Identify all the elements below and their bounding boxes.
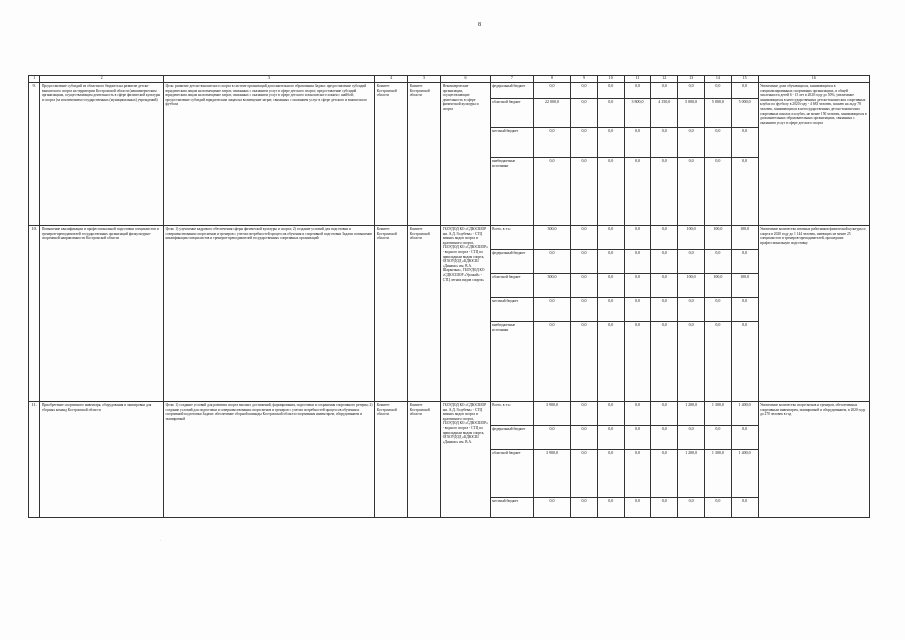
- funding-value: 0,0: [597, 83, 624, 99]
- table-row: [29, 226, 870, 250]
- funding-value: 0,0: [731, 298, 758, 322]
- funding-value: 100,0: [678, 226, 705, 250]
- column-header: 5: [408, 76, 441, 83]
- participants: Некоммерческие организации, осуществляющие деятельность в сфере физической культуры и спорта: [441, 83, 490, 226]
- funding-value: 1 200,0: [678, 450, 705, 498]
- funding-value: 0,0: [571, 298, 598, 322]
- funding-value: 0,0: [597, 250, 624, 274]
- table-row: [29, 402, 870, 426]
- funding-value: 5 000,0: [678, 99, 705, 128]
- funding-value: 0,0: [624, 450, 651, 498]
- funding-value: 5 000,0: [731, 99, 758, 128]
- funding-source: местный бюджет: [490, 298, 533, 322]
- column-header: 4: [375, 76, 408, 83]
- funding-value: 0,0: [731, 128, 758, 158]
- funding-value: 0,0: [624, 274, 651, 298]
- funding-value: 0,0: [651, 450, 678, 498]
- funding-value: 0,0: [704, 158, 731, 226]
- funding-value: 0,0: [624, 402, 651, 426]
- funding-value: 0,0: [678, 298, 705, 322]
- funding-value: 0,0: [651, 298, 678, 322]
- expected-result: Увеличение доли обучающихся, занимающихся в специализированных спортивных организациях, в общей численности детей 6 - 15 лет в 2020 году до 50%; увеличение занимающихся в негосударственных детско-юношеских спортивных клубах по футболу в 2020 году - 4 683 человек, хоккею на льду 78 человек, занимающихся в негосударственных детско-юношеских спортивных школах и клубах, не менее 150 человек, занимающихся в дополнительных образовательных организациях, связанных с оказанием услуг в сфере детского спорта: [758, 83, 869, 226]
- funding-value: 0,0: [571, 402, 598, 426]
- funding-value: 0,0: [571, 250, 598, 274]
- measure-name: Предоставление субсидий из областного бюджета на развитие детско-юношеского спорта на территории Костромской области (некоммерческим организациям, осуществляющим деятельность в сфере физической культуры и спорта (за исключением государственных (муниципальных) учреждений): [40, 83, 164, 226]
- funding-value: 0,0: [704, 250, 731, 274]
- funding-value: 0,0: [533, 128, 570, 158]
- funding-value: 0,0: [533, 83, 570, 99]
- funding-value: 0,0: [651, 274, 678, 298]
- funding-value: 0,0: [678, 250, 705, 274]
- funding-value: 1 200,0: [678, 402, 705, 426]
- expected-result: Увеличение количества штатных работников физической культуры и спорта в 2020 году до 1 144 человек, имеющих не менее 25 специалистов и тренеров-преподавателей, прошедших профессиональную подготовку: [758, 226, 869, 402]
- funding-source: федеральный бюджет: [490, 426, 533, 450]
- column-header: 11: [624, 76, 651, 83]
- funding-value: 0,0: [597, 450, 624, 498]
- row-number: 11.: [29, 402, 40, 518]
- row-number: 9.: [29, 83, 40, 226]
- funding-value: 0,0: [571, 158, 598, 226]
- funding-source: федеральный бюджет: [490, 250, 533, 274]
- funding-value: 100,0: [704, 226, 731, 250]
- funding-value: 0,0: [533, 250, 570, 274]
- funding-value: 1 300,0: [704, 450, 731, 498]
- funding-value: 0,0: [678, 128, 705, 158]
- column-header: 6: [441, 76, 490, 83]
- column-header: 2: [40, 76, 164, 83]
- column-header: 3: [164, 76, 375, 83]
- funding-value: 0,0: [571, 99, 598, 128]
- funding-value: 0,0: [597, 226, 624, 250]
- funding-value: 0,0: [704, 322, 731, 402]
- funding-source: внебюджетные источники: [490, 322, 533, 402]
- funding-value: 0,0: [678, 158, 705, 226]
- column-header: 15: [731, 76, 758, 83]
- program-table: [28, 75, 870, 518]
- funding-value: 22 000,0: [533, 99, 570, 128]
- funding-value: 0,0: [533, 426, 570, 450]
- funding-value: 100,0: [731, 226, 758, 250]
- funding-value: 0,0: [651, 226, 678, 250]
- funding-value: 0,0: [731, 498, 758, 518]
- funding-value: 0,0: [624, 226, 651, 250]
- scan-speck: ·: [160, 538, 162, 543]
- column-header: 7: [490, 76, 533, 83]
- funding-value: 0,0: [731, 250, 758, 274]
- funding-value: 0,0: [533, 322, 570, 402]
- funding-value: 3 900,0: [533, 450, 570, 498]
- funding-value: 0,0: [651, 128, 678, 158]
- funding-value: 0,0: [731, 83, 758, 99]
- funding-value: 0,0: [651, 498, 678, 518]
- funding-value: 0,0: [704, 83, 731, 99]
- funding-value: 0,0: [597, 402, 624, 426]
- funding-value: 0,0: [678, 83, 705, 99]
- page-number: 8: [478, 22, 481, 28]
- funding-value: 0,0: [597, 426, 624, 450]
- coordinator: Комитет Костромской области: [375, 226, 408, 402]
- funding-value: 0,0: [597, 274, 624, 298]
- funding-value: 0,0: [678, 498, 705, 518]
- funding-value: 3 900,0: [533, 402, 570, 426]
- responsible-executor: Комитет Костромской области: [408, 83, 441, 226]
- funding-value: 0,0: [624, 426, 651, 450]
- column-header: 1: [29, 76, 40, 83]
- funding-value: 0,0: [651, 83, 678, 99]
- funding-value: 0,0: [533, 498, 570, 518]
- funding-source: областной бюджет: [490, 274, 533, 298]
- funding-value: 0,0: [651, 158, 678, 226]
- funding-value: 0,0: [624, 322, 651, 402]
- funding-value: 0,0: [678, 322, 705, 402]
- funding-value: 0,0: [704, 298, 731, 322]
- funding-value: 0,0: [704, 498, 731, 518]
- responsible-executor: Комитет Костромской области: [408, 226, 441, 402]
- funding-value: 0,0: [651, 402, 678, 426]
- table-row: [29, 83, 870, 99]
- funding-value: 0,0: [597, 99, 624, 128]
- funding-source: федеральный бюджет: [490, 83, 533, 99]
- funding-value: 5 000,0: [704, 99, 731, 128]
- funding-value: 0,0: [651, 250, 678, 274]
- column-header: 10: [597, 76, 624, 83]
- participants: ГБОУДОД КО «СДЮСШОР им. А.Д. Голубева» - СТЦ зимних видов спорта и адаптивного спорта, ГБОУДОД КО «СДЮСШОР» - водного спорта - СТЦ по прикладным видам спорта, ОГБОУДОД «КДЮСШ «Динамо» им. В.А.: [441, 402, 490, 518]
- funding-value: 0,0: [624, 83, 651, 99]
- goals-tasks: Цель: развитие детско-юношеского спорта в системе организаций дополнительного образования Задача: предоставление субсидий юридическим лицам на возмещение затрат, связанных с оказанием услуг в сфере детского спорта; предоставление субсидий юридическим лицам на возмещение затрат, связанных с оказанием услуг в сфере детского и юношеского хоккея с шайбой; предоставление субсидий юридическим лицам на возмещение затрат, связанных с оказанием услуг в сфере детского и юношеского футбола: [164, 83, 375, 226]
- row-number: 10.: [29, 226, 40, 402]
- funding-value: 0,0: [597, 322, 624, 402]
- funding-value: 0,0: [571, 450, 598, 498]
- funding-value: 0,0: [571, 274, 598, 298]
- funding-value: 0,0: [571, 322, 598, 402]
- funding-value: 100,0: [704, 274, 731, 298]
- column-header: 8: [533, 76, 570, 83]
- funding-source: областной бюджет: [490, 450, 533, 498]
- column-header: 13: [678, 76, 705, 83]
- funding-source: областной бюджет: [490, 99, 533, 128]
- funding-value: 0,0: [678, 426, 705, 450]
- funding-value: 0,0: [597, 498, 624, 518]
- column-header: 16: [758, 76, 869, 83]
- funding-value: 300,0: [533, 226, 570, 250]
- funding-value: 0,0: [624, 298, 651, 322]
- funding-value: 0,0: [624, 498, 651, 518]
- funding-value: 0,0: [731, 158, 758, 226]
- funding-value: 0,0: [651, 322, 678, 402]
- funding-value: 4 150,0: [651, 99, 678, 128]
- funding-value: 0,0: [533, 298, 570, 322]
- funding-value: 100,0: [678, 274, 705, 298]
- coordinator: Комитет Костромской области: [375, 402, 408, 518]
- measure-name: Приобретение спортивного инвентаря, оборудования и экипировки для сборных команд Костромской области: [40, 402, 164, 518]
- funding-source: местный бюджет: [490, 128, 533, 158]
- funding-value: 1 400,0: [731, 450, 758, 498]
- header-row: [29, 76, 870, 83]
- funding-value: 0,0: [704, 426, 731, 450]
- funding-source: Всего, в т.ч.:: [490, 226, 533, 250]
- measure-name: Повышение квалификации и профессиональной подготовки специалистов и тренеров-преподавателей государственных организаций физкультурно-спортивной направленности Костромской области: [40, 226, 164, 402]
- funding-source: местный бюджет: [490, 498, 533, 518]
- funding-value: 0,0: [704, 128, 731, 158]
- funding-value: 0,0: [571, 128, 598, 158]
- column-header: 12: [651, 76, 678, 83]
- funding-value: 300,0: [533, 274, 570, 298]
- funding-value: 1 400,0: [731, 402, 758, 426]
- funding-value: 0,0: [651, 426, 678, 450]
- column-header: 14: [704, 76, 731, 83]
- funding-value: 1 300,0: [704, 402, 731, 426]
- funding-source: внебюджетные источники: [490, 158, 533, 226]
- funding-value: 3 800,0: [624, 99, 651, 128]
- funding-value: 0,0: [624, 128, 651, 158]
- funding-source: Всего, в т.ч.:: [490, 402, 533, 426]
- funding-value: 0,0: [571, 83, 598, 99]
- funding-value: 0,0: [624, 158, 651, 226]
- funding-value: 0,0: [571, 498, 598, 518]
- goals-tasks: Цели: 1) создание условий для развития спорта высших достижений, формирования, подготовки и сохранения спортивного резерва; 2) создание условий для подготовки и совершенствования спортсменов и тренеров с учетом потребностей процессов обучения и спортивной подготовки Задачи: обеспечение сборной команды Костромской области спортивным инвентарем, оборудованием и экипировкой: [164, 402, 375, 518]
- table-body: [29, 76, 870, 518]
- funding-value: 0,0: [624, 250, 651, 274]
- expected-result: Увеличение количества спортсменов и тренеров, обеспеченных спортивным инвентарем, экипировкой и оборудованием, в 2020 году до 270 человек в год: [758, 402, 869, 518]
- goals-tasks: Цели: 1) улучшение кадрового обеспечения сферы физической культуры и спорта; 2) создание условий для подготовки и совершенствования спортсменов и тренеров с учетом потребностей процессов обучения и спортивной подготовки Задачи: повышение квалификации специалистов и тренеров-преподавателей государственных спортивных организаций: [164, 226, 375, 402]
- funding-value: 0,0: [571, 226, 598, 250]
- funding-value: 0,0: [597, 158, 624, 226]
- funding-value: 0,0: [731, 426, 758, 450]
- funding-value: 0,0: [597, 298, 624, 322]
- funding-value: 0,0: [597, 128, 624, 158]
- responsible-executor: Комитет Костромской области: [408, 402, 441, 518]
- funding-value: 100,0: [731, 274, 758, 298]
- funding-value: 0,0: [731, 322, 758, 402]
- funding-value: 0,0: [533, 158, 570, 226]
- coordinator: Комитет Костромской области: [375, 83, 408, 226]
- participants: ГБОУДОД КО «СДЮСШОР им. А.Д. Голубева» - СТЦ зимних видов спорта и адаптивного спорта, ГБОУДОД КО «СДЮСШОР» - водного спорта - СТЦ по прикладным видам спорта, ОГБОУДОД «КДЮСШ «Динамо» им. В.А. Шарыгина», ГБОУДОД КО «СДЮСШОР «Урожай» - СТЦ летних видов спорта»: [441, 226, 490, 402]
- column-header: 9: [571, 76, 598, 83]
- funding-value: 0,0: [571, 426, 598, 450]
